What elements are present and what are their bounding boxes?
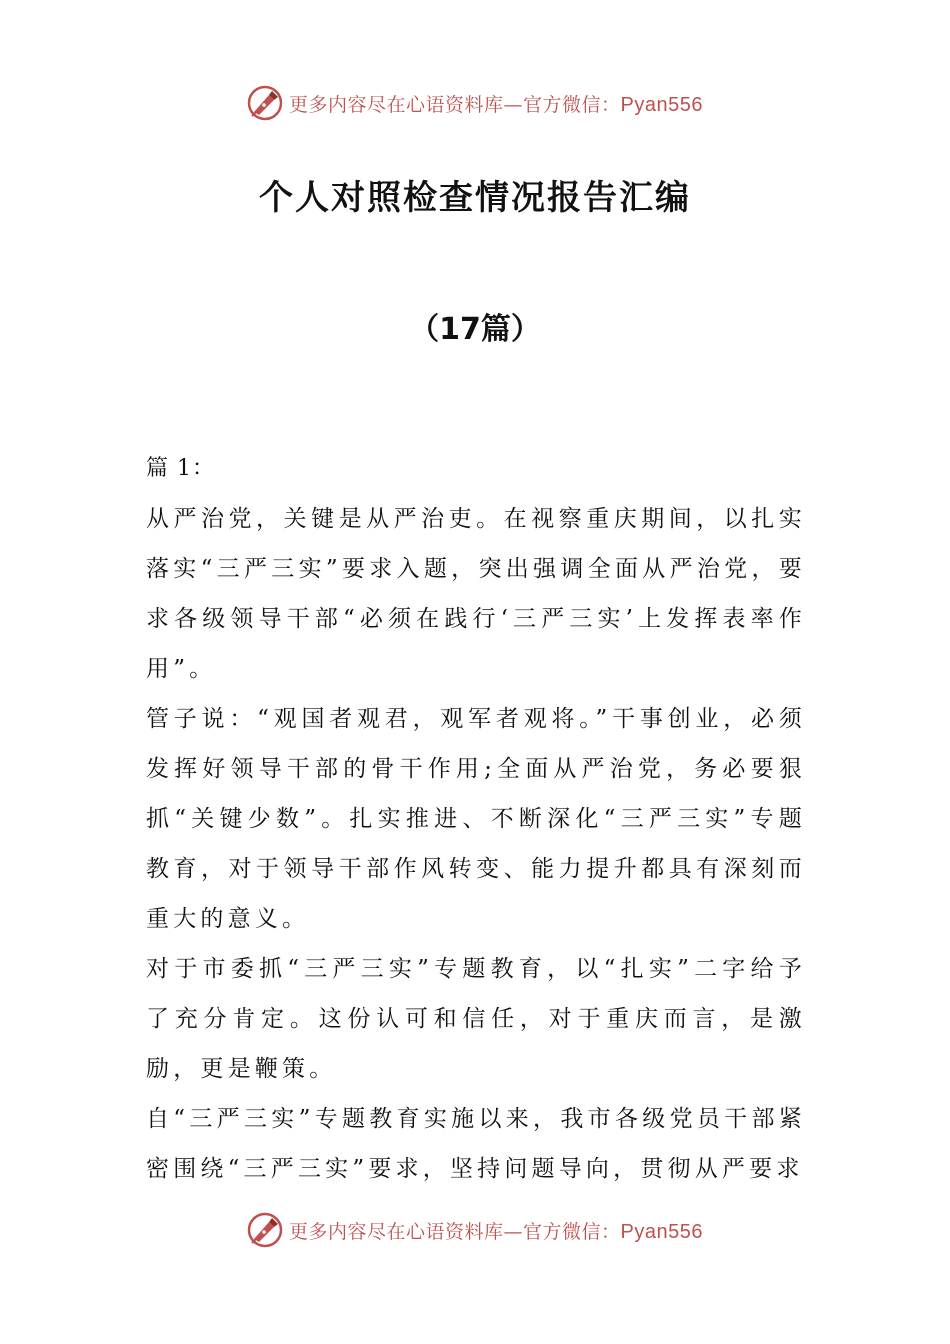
paragraph: 从严治党，关键是从严治吏。在视察重庆期间，以扎实落实“三严三实”要求入题，突出强调全面从严治党，要求各级领导干部“必须在践行‘三严三实’上发挥表率作用”。 [146,506,806,682]
paragraph: 管子说：“观国者观君，观军者观将。”干事创业，必须发挥好领导干部的骨干作用;全面从严治党，务必要狠抓“关键少数”。扎实推进、不断深化“三严三实”专题教育，对于领导干部作风转变、能力提升都具有深刻而重大的意义。 [146,706,806,932]
document-title: 个人对照检查情况报告汇编 [259,178,691,218]
header-banner-text: 更多内容尽在心语资料库—官方微信：Pyan556 [289,93,703,116]
pen-nib-logo-icon [247,85,283,121]
wechat-id: Pyan556 [620,1220,703,1243]
pen-nib-logo-icon [247,1212,283,1248]
document-body [146,444,806,1194]
paragraph: 对于市委抓“三严三实”专题教育，以“扎实”二字给予了充分肯定。这份认可和信任，对于重庆而言，是激励，更是鞭策。 [146,956,806,1082]
footer-banner-text: 更多内容尽在心语资料库—官方微信：Pyan556 [289,1220,703,1243]
header-banner [0,81,950,125]
wechat-id: Pyan556 [620,93,703,116]
section-label: 篇 1： [146,456,215,481]
document-subtitle: （17篇） [409,312,541,347]
footer-banner [0,1208,950,1252]
paragraph: 自“三严三实”专题教育实施以来，我市各级党员干部紧密围绕“三严三实”要求，坚持问题导向，贯彻从严要求 [146,1106,806,1182]
